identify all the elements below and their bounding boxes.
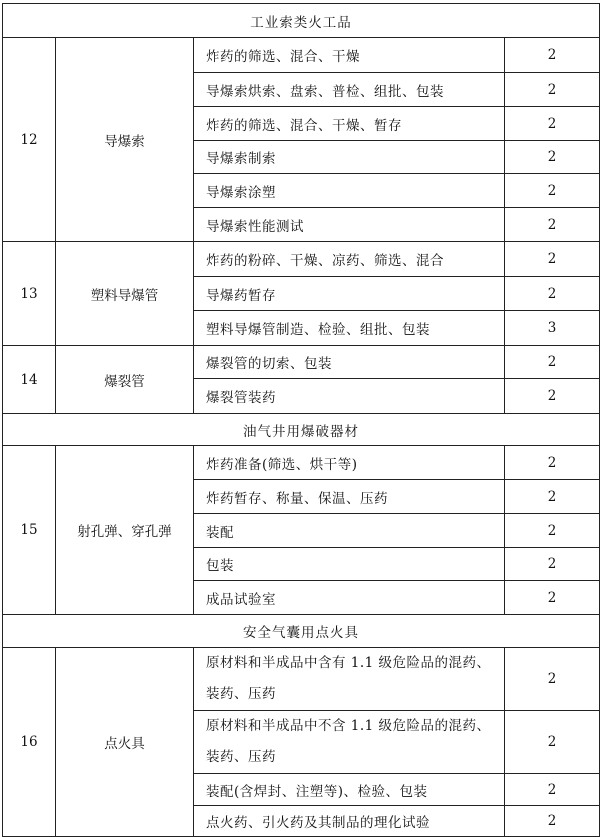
item-number: 16 [3,648,56,837]
hazard-grade: 2 [505,711,600,774]
hazard-grade: 2 [505,480,600,514]
product-name: 爆裂管 [56,346,194,414]
hazard-grade: 2 [505,242,600,277]
product-name: 导爆索 [56,38,194,242]
item-number: 13 [3,242,56,346]
hazard-grade: 2 [505,38,600,73]
process-description: 炸药的筛选、混合、干燥 [194,38,505,73]
process-description: 爆裂管装药 [194,379,505,414]
hazard-grade: 2 [505,648,600,711]
process-description: 炸药的粉碎、干燥、凉药、筛选、混合 [194,242,505,277]
hazard-grade: 2 [505,107,600,141]
hazard-grade: 2 [505,208,600,242]
hazard-grade: 2 [505,346,600,379]
process-description: 点火药、引火药及其制品的理化试验 [194,806,505,837]
hazard-grade: 2 [505,548,600,581]
hazard-grade: 2 [505,141,600,174]
process-description: 导爆索烘索、盘索、普检、组批、包装 [194,73,505,107]
table-row [3,242,600,277]
hazard-classification-table [2,3,600,837]
table-row [3,648,600,711]
process-description: 成品试验室 [194,581,505,615]
hazard-grade: 2 [505,379,600,414]
process-description: 炸药暂存、称量、保温、压药 [194,480,505,514]
table-row [3,446,600,480]
process-description: 原材料和半成品中不含 1.1 级危险品的混药、装药、压药 [194,711,505,774]
process-description: 导爆药暂存 [194,277,505,311]
product-name: 塑料导爆管 [56,242,194,346]
item-number: 12 [3,38,56,242]
process-description: 导爆索涂塑 [194,174,505,208]
process-description: 炸药准备(筛选、烘干等) [194,446,505,480]
hazard-grade: 2 [505,774,600,806]
process-description: 爆裂管的切索、包装 [194,346,505,379]
product-name: 射孔弹、穿孔弹 [56,446,194,615]
process-description: 塑料导爆管制造、检验、组批、包装 [194,311,505,346]
process-description: 炸药的筛选、混合、干燥、暂存 [194,107,505,141]
hazard-grade: 2 [505,277,600,311]
section-header-row [3,414,600,446]
item-number: 15 [3,446,56,615]
hazard-grade: 2 [505,174,600,208]
item-number: 14 [3,346,56,414]
hazard-grade: 2 [505,514,600,548]
process-description: 导爆索性能测试 [194,208,505,242]
table-row [3,346,600,379]
hazard-grade: 2 [505,806,600,837]
section-title: 工业索类火工品 [3,4,600,38]
section-header-row [3,615,600,648]
product-name: 点火具 [56,648,194,837]
process-description: 包装 [194,548,505,581]
table-row [3,38,600,73]
section-title: 安全气囊用点火具 [3,615,600,648]
process-description: 导爆索制索 [194,141,505,174]
process-description: 原材料和半成品中含有 1.1 级危险品的混药、装药、压药 [194,648,505,711]
section-title: 油气井用爆破器材 [3,414,600,446]
section-header-row [3,4,600,38]
hazard-grade: 2 [505,73,600,107]
process-description: 装配(含焊封、注塑等)、检验、包装 [194,774,505,806]
hazard-grade: 2 [505,446,600,480]
hazard-grade: 2 [505,581,600,615]
process-description: 装配 [194,514,505,548]
hazard-grade: 3 [505,311,600,346]
